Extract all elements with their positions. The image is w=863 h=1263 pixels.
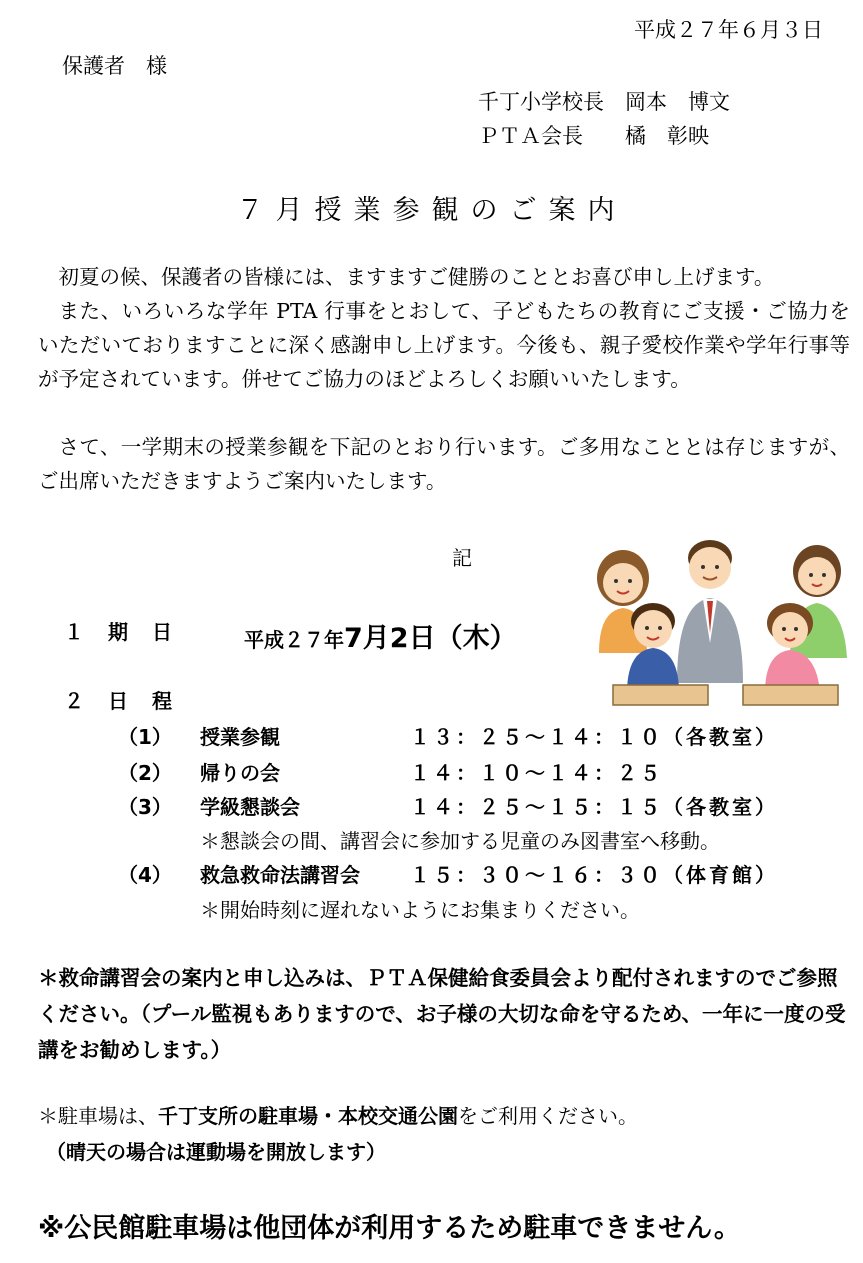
lifesaving-notice: ＊救命講習会の案内と申し込みは、ＰＴＡ保健給食委員会より配付されますのでご参照ください。（プール監視もありますので、お子様の大切な命を守るため、一年に一度の受講をお勧めします。） <box>38 966 846 1062</box>
schedule-num-1: （1） <box>118 725 172 749</box>
schedule-name-1: 授業参観 <box>200 725 280 749</box>
date-label: １ 期 日 <box>64 620 174 644</box>
event-date-era: 平成２７年 <box>244 628 344 652</box>
announcement-paragraph: さて、一学期末の授業参観を下記のとおり行います。ご多用なこととは存じますが、ご出席いただきますようご案内いたします。 <box>38 435 850 493</box>
schedule-time-1: １３：２５～１４：１０（各教室） <box>410 725 778 749</box>
event-date-day: 7月2日（木） <box>344 623 517 654</box>
sender-principal: 千丁小学校長 岡本 博文 <box>478 90 730 114</box>
event-date <box>244 616 517 655</box>
schedule-time-3: １４：２５～１５：１５（各教室） <box>410 795 778 819</box>
schedule-num-2: （2） <box>118 761 172 785</box>
recipient: 保護者 様 <box>62 54 167 78</box>
schedule-time-2: １４：１０～１４：２５ <box>410 761 663 785</box>
thanks-paragraph: また、いろいろな学年 PTA 行事をとおして、子どもたちの教育にご支援・ご協力をいただいておりますことに深く感謝申し上げます。今後も、親子愛校作業や学年行事等が予定されています。併せてご協力のほどよろしくお願いいたします。 <box>38 299 850 391</box>
ki-heading: 記 <box>452 546 472 570</box>
document-date: 平成２７年６月３日 <box>634 18 823 42</box>
final-parking-notice: ※公民館駐車場は他団体が利用するため駐車できません。 <box>38 1213 741 1244</box>
schedule-note-4: ＊開始時刻に遅れないようにお集まりください。 <box>200 898 640 922</box>
schedule-name-3: 学級懇談会 <box>200 795 300 819</box>
schedule-name-4: 救急救命法講習会 <box>200 863 360 887</box>
sender-pta: ＰＴＡ会長 橘 彰映 <box>478 124 709 148</box>
parking-info <box>38 1100 638 1129</box>
parking-note: （晴天の場合は運動場を開放します） <box>46 1140 386 1164</box>
parking-suffix: をご利用ください。 <box>458 1104 638 1128</box>
schedule-num-3: （3） <box>118 795 172 819</box>
parking-prefix: ＊駐車場は、 <box>38 1104 158 1128</box>
father-figure <box>677 540 743 683</box>
schedule-note-3: ＊懇談会の間、講習会に参加する児童のみ図書室へ移動。 <box>200 829 720 853</box>
schedule-time-4: １５：３０～１６：３０（体育館） <box>410 863 778 887</box>
parking-locations: 千丁支所の駐車場・本校交通公園 <box>158 1104 458 1128</box>
greeting-paragraph: 初夏の候、保護者の皆様には、ますますご健勝のこととお喜び申し上げます。 <box>58 265 775 289</box>
schedule-label: ２ 日 程 <box>64 689 174 713</box>
family-illustration <box>585 533 860 708</box>
schedule-name-2: 帰りの会 <box>200 761 280 785</box>
document-title: ７月授業参観のご案内 <box>236 195 627 226</box>
schedule-num-4: （4） <box>118 863 172 887</box>
